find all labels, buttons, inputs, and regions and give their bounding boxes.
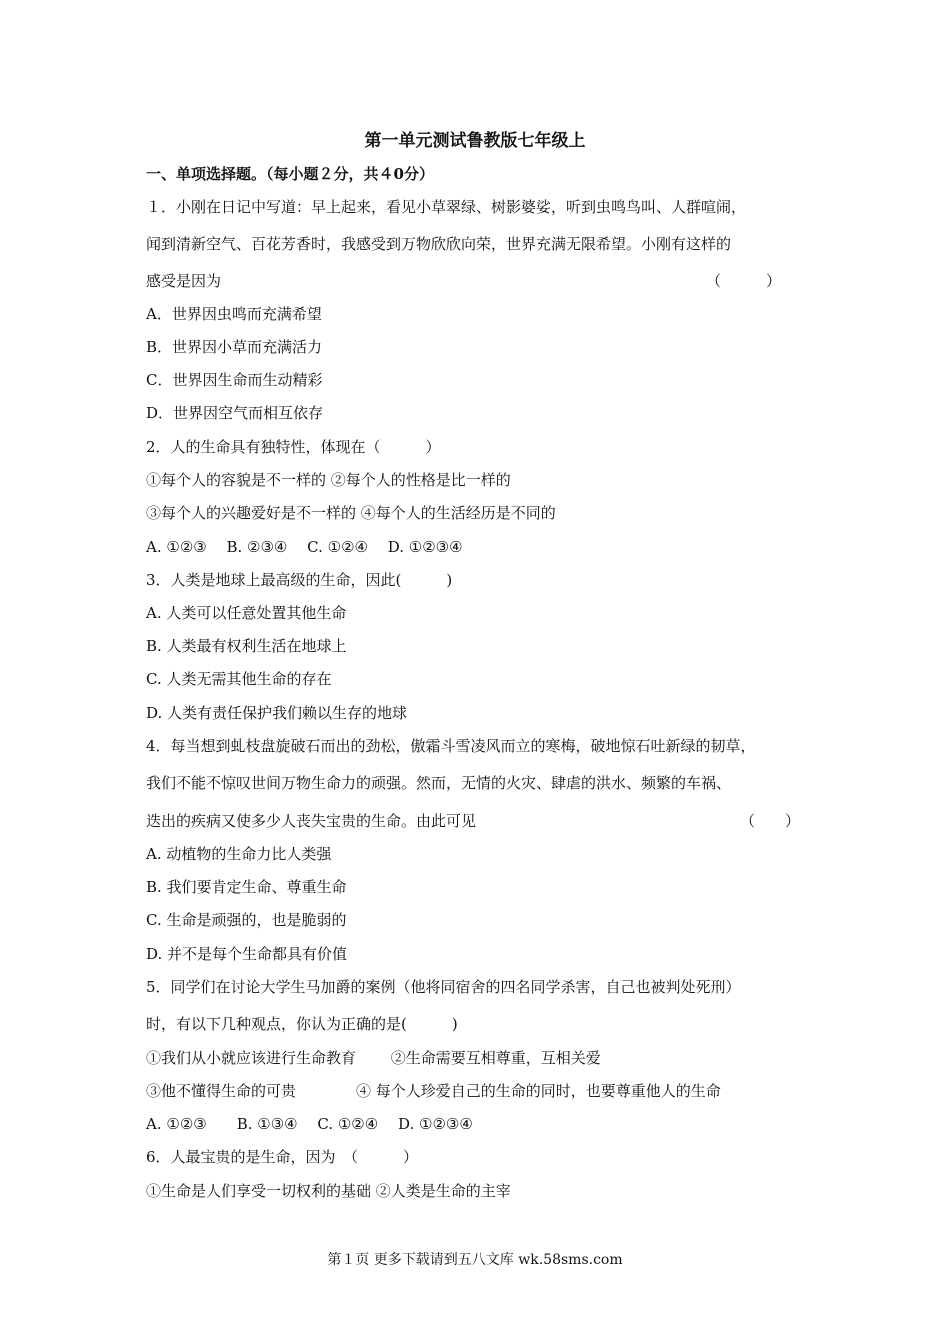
q4-option-d: D. 并不是每个生命都具有价值: [146, 945, 348, 963]
q2-options: A. ①②③ B. ②③④ C. ①②④ D. ①②③④: [146, 538, 463, 556]
q4-stem-line-2: 我们不能不惊叹世间万物生命力的顽强。然而，无情的火灾、肆虐的洪水、频繁的车祸、: [146, 774, 732, 792]
q5-statement-1: ①我们从小就应该进行生命教育 ②生命需要互相尊重，互相关爱: [146, 1049, 601, 1067]
q1-option-b: B．世界因小草而充满活力: [146, 338, 323, 356]
section-heading: 一、单项选择题。（每小题２分，共４0分）: [146, 165, 434, 183]
q3-option-a: A. 人类可以任意处置其他生命: [146, 604, 347, 622]
q3-stem: 3．人类是地球上最高级的生命，因此( ): [146, 571, 453, 589]
q4-stem-line-1: 4．每当想到虬枝盘旋破石而出的劲松，傲霜斗雪凌风而立的寒梅，破地惊石吐新绿的韧草，: [146, 737, 756, 755]
page-title: 第一单元测试鲁教版七年级上: [364, 131, 586, 151]
q2-stem: 2．人的生命具有独特性，体现在（ ）: [146, 438, 441, 456]
q1-stem-line-2: 闻到清新空气、百花芳香时，我感受到万物欣欣向荣，世界充满无限希望。小刚有这样的: [146, 235, 732, 253]
q1-stem-line-1: １．小刚在日记中写道：早上起来，看见小草翠绿、树影婆娑，听到虫鸣鸟叫、人群喧闹，: [146, 198, 747, 216]
q3-option-c: C. 人类无需其他生命的存在: [146, 670, 332, 688]
q3-option-b: B. 人类最有权利生活在地球上: [146, 637, 347, 655]
q3-option-d: D. 人类有责任保护我们赖以生存的地球: [146, 704, 408, 722]
q6-statement-1: ①生命是人们享受一切权利的基础 ②人类是生命的主宰: [146, 1182, 511, 1200]
q1-stem-line-3: 感受是因为: [146, 272, 222, 290]
q2-statement-1: ①每个人的容貌是不一样的 ②每个人的性格是比一样的: [146, 471, 511, 489]
q4-option-a: A. 动植物的生命力比人类强: [146, 845, 332, 863]
q1-option-a: A．世界因虫鸣而充满希望: [146, 305, 322, 323]
q4-stem-line-3: 迭出的疾病又使多少人丧失宝贵的生命。由此可见: [146, 812, 477, 830]
q1-option-d: D．世界因空气而相互依存: [146, 404, 324, 422]
q6-stem: 6．人最宝贵的是生命，因为 （ ）: [146, 1148, 419, 1166]
q4-option-b: B. 我们要肯定生命、尊重生命: [146, 878, 347, 896]
q1-option-c: C．世界因生命而生动精彩: [146, 371, 323, 389]
q2-statement-2: ③每个人的兴趣爱好是不一样的 ④每个人的生活经历是不同的: [146, 504, 556, 522]
page-footer: 第１页 更多下载请到五八文库 wk.58sms.com: [327, 1252, 623, 1268]
q5-stem-line-2: 时，有以下几种观点，你认为正确的是( ): [146, 1015, 458, 1033]
q5-stem-line-1: 5．同学们在讨论大学生马加爵的案例（他将同宿舍的四名同学杀害，自己也被判处死刑）: [146, 978, 741, 996]
q5-options: A. ①②③ B. ①③④ C. ①②④ D. ①②③④: [146, 1115, 473, 1133]
q1-answer-bracket: （ ）: [706, 272, 782, 290]
q4-answer-bracket: （ ）: [740, 812, 801, 830]
q4-option-c: C. 生命是顽强的，也是脆弱的: [146, 911, 347, 929]
q5-statement-2: ③他不懂得生命的可贵 ④ 每个人珍爱自己的生命的同时，也要尊重他人的生命: [146, 1082, 721, 1100]
